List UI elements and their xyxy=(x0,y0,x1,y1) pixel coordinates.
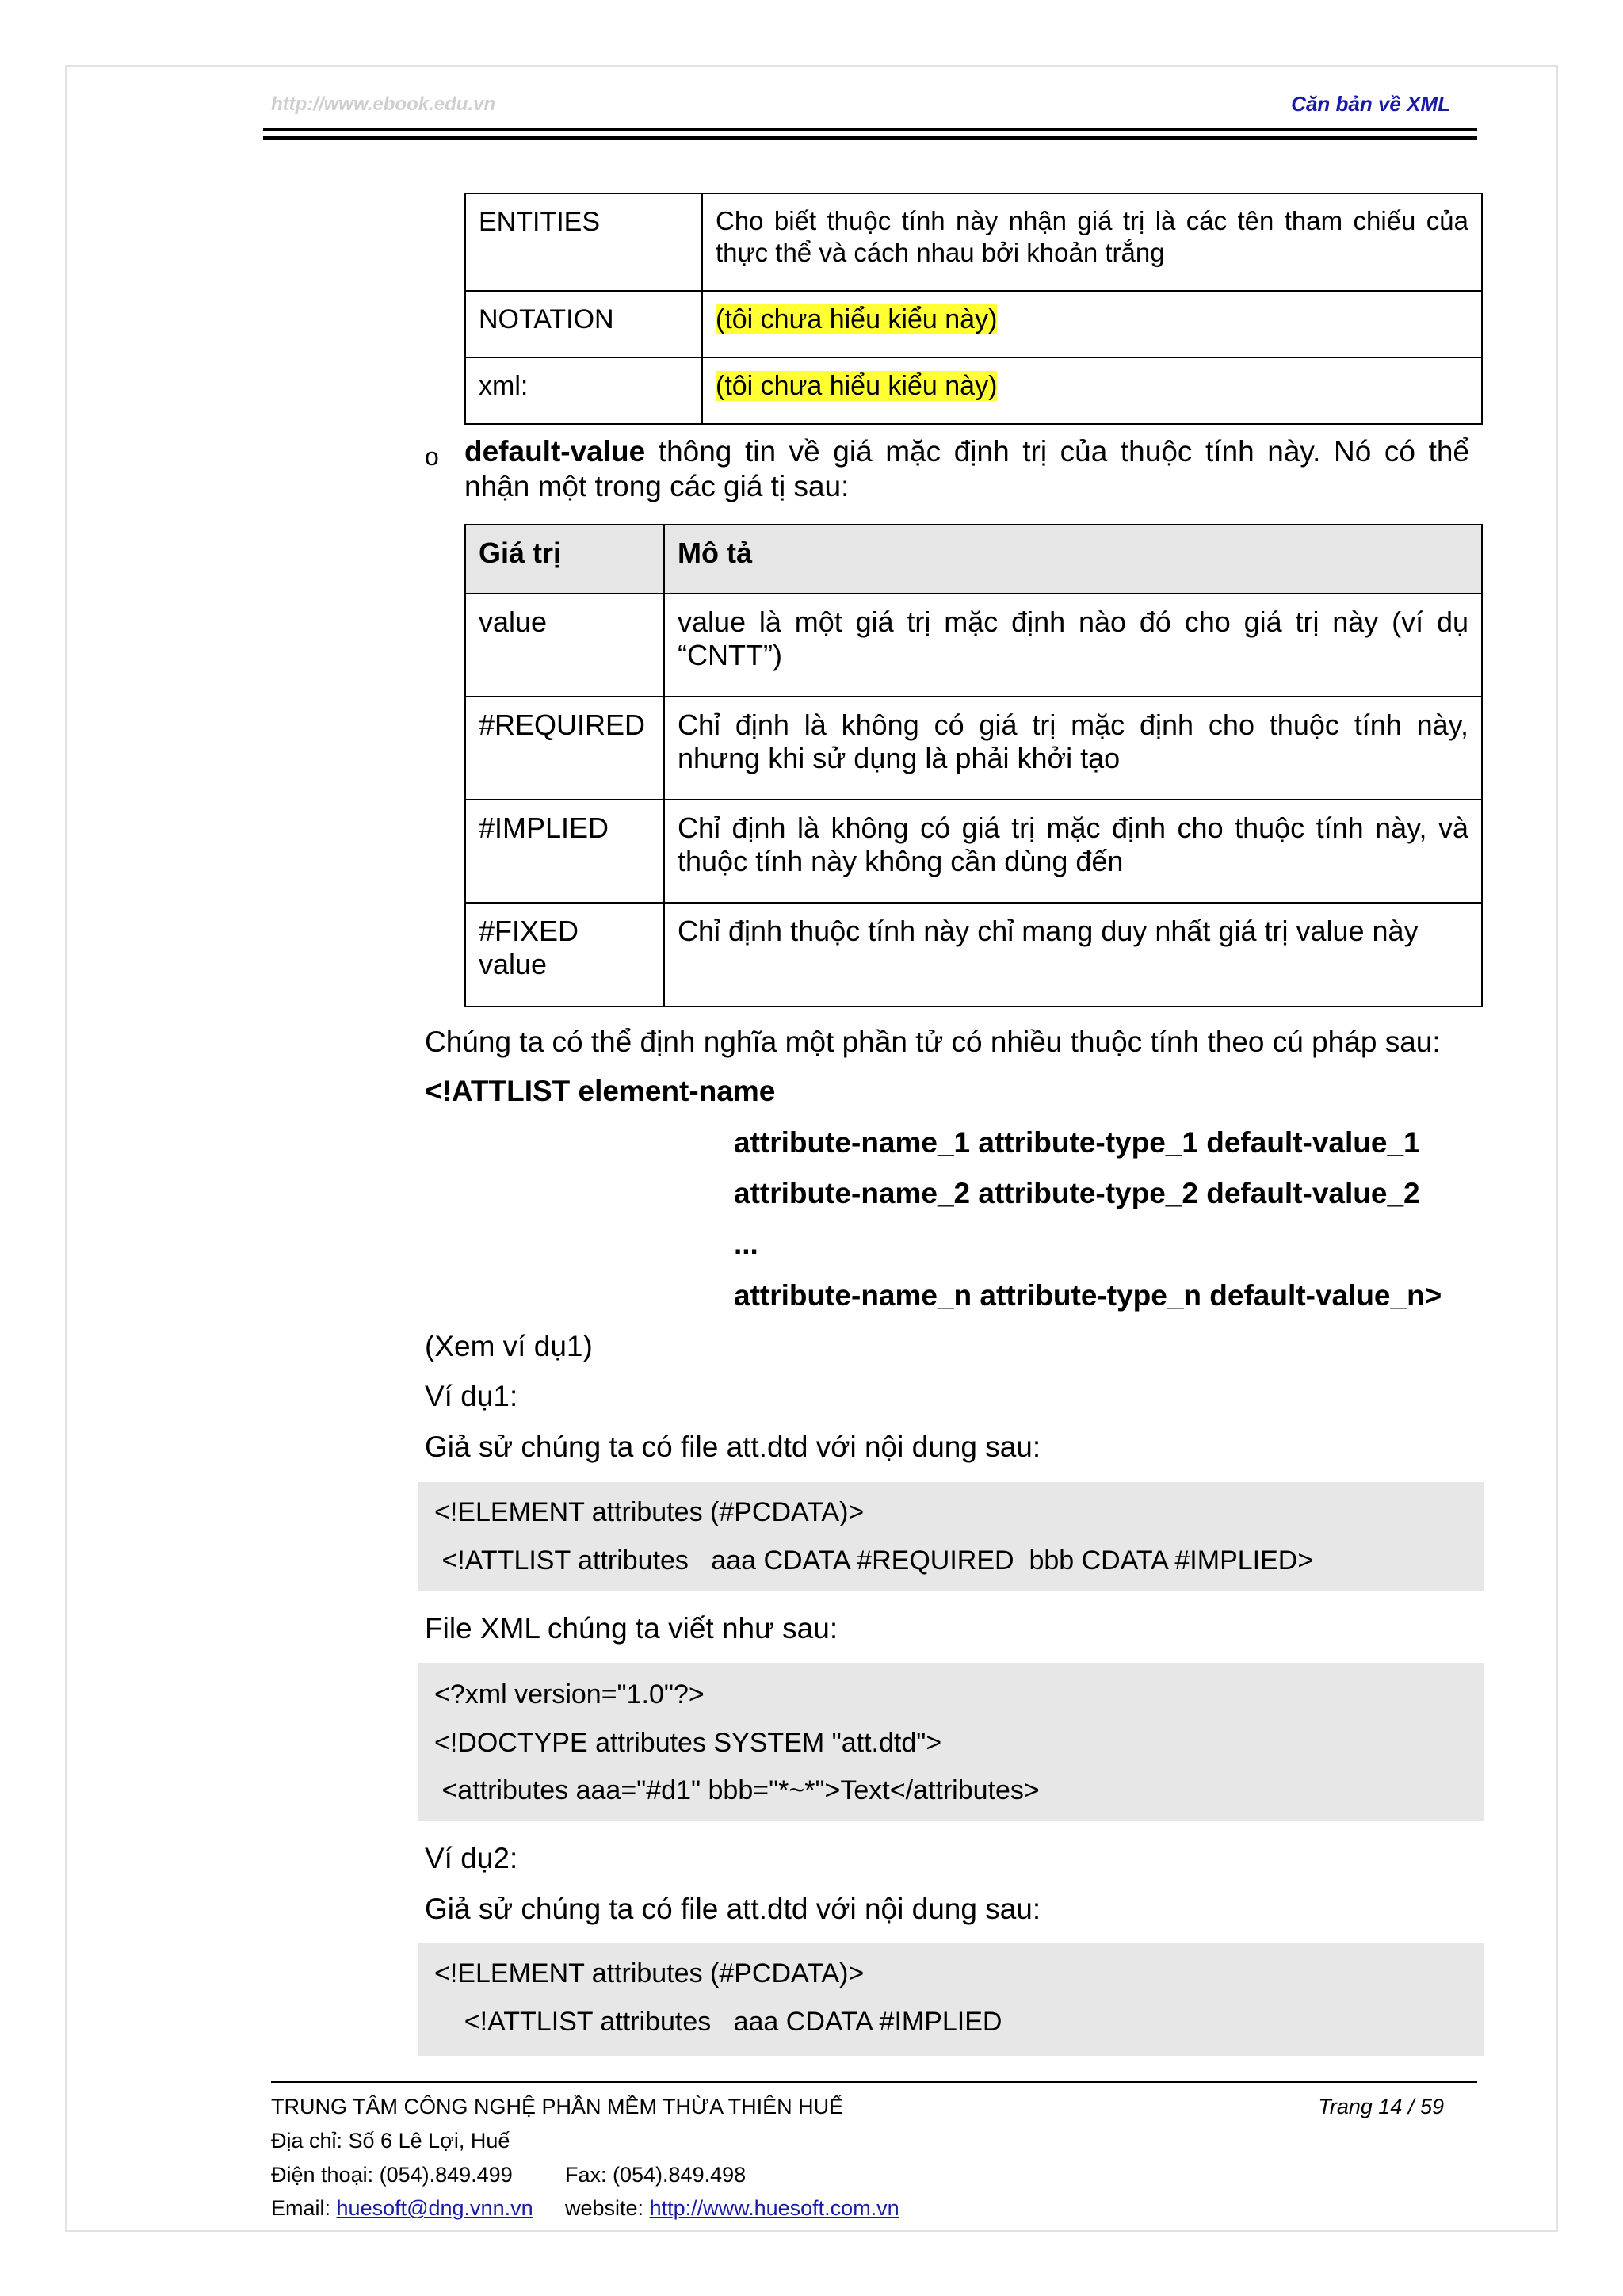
table-cell-desc: value là một giá trị mặc định nào đó cho giá trị này (ví dụ “CNTT”) xyxy=(664,594,1482,697)
example2-intro: Giả sử chúng ta có file att.dtd với nội dung sau: xyxy=(425,1893,1041,1925)
footer-org: TRUNG TÂM CÔNG NGHỆ PHẦN MỀM THỪA THIÊN HUẾ xyxy=(271,2095,844,2118)
syntax-line: <!ATTLIST element-name xyxy=(425,1075,776,1107)
table-cell-desc: Chỉ định thuộc tính này chỉ mang duy nhất giá trị value này xyxy=(664,903,1482,1007)
footer-rule xyxy=(271,2081,1477,2083)
footer-website xyxy=(565,2196,899,2221)
xml-intro: File XML chúng ta viết như sau: xyxy=(425,1612,838,1645)
code-line: <!ATTLIST attributes aaa CDATA #IMPLIED xyxy=(434,2007,1002,2037)
table-row xyxy=(465,357,1482,424)
header-rule xyxy=(263,128,1477,131)
code-line: <?xml version="1.0"?> xyxy=(434,1679,705,1710)
code-block-dtd-1 xyxy=(418,1482,1484,1591)
footer-page-number: Trang 14 / 59 xyxy=(1318,2095,1444,2118)
bullet-marker: o xyxy=(425,442,439,471)
footer-phone: Điện thoại: (054).849.499 xyxy=(271,2163,513,2187)
table-cell-key: #FIXED value xyxy=(465,903,664,1007)
table-cell-key: #IMPLIED xyxy=(465,800,664,903)
table-row xyxy=(465,291,1482,357)
header-site-url: http://www.ebook.edu.vn xyxy=(271,94,496,115)
column-header: Giá trị xyxy=(465,525,664,594)
table-cell-key: value xyxy=(465,594,664,697)
example1-intro: Giả sử chúng ta có file att.dtd với nội dung sau: xyxy=(425,1431,1041,1463)
table-cell-desc xyxy=(702,291,1482,357)
code-line: <attributes aaa="#d1" bbb="*~*">Text</attributes> xyxy=(434,1775,1040,1805)
footer-address: Địa chỉ: Số 6 Lê Lợi, Huế xyxy=(271,2129,510,2153)
column-header: Mô tả xyxy=(664,525,1482,594)
table-cell-key: xml: xyxy=(465,357,702,424)
website-link[interactable]: http://www.huesoft.com.vn xyxy=(649,2196,899,2220)
table-cell-key: #REQUIRED xyxy=(465,697,664,800)
attribute-type-table xyxy=(464,193,1483,425)
see-example-text: (Xem ví dụ1) xyxy=(425,1330,593,1362)
email-label: Email: xyxy=(271,2196,337,2220)
header-rule-thick xyxy=(263,136,1477,140)
code-block-xml xyxy=(418,1663,1484,1821)
footer-fax: Fax: (054).849.498 xyxy=(565,2163,747,2187)
bullet-term: default-value xyxy=(464,435,646,468)
highlighted-note: (tôi chưa hiểu kiểu này) xyxy=(716,371,998,401)
code-line: <!DOCTYPE attributes SYSTEM "att.dtd"> xyxy=(434,1728,942,1758)
table-cell-desc: Cho biết thuộc tính này nhận giá trị là các tên tham chiếu của thực thể và cách nhau bởi khoản trắng xyxy=(702,193,1482,291)
code-line: <!ATTLIST attributes aaa CDATA #REQUIRED bbb CDATA #IMPLIED> xyxy=(434,1545,1314,1576)
code-line: <!ELEMENT attributes (#PCDATA)> xyxy=(434,1958,865,1988)
syntax-line: attribute-name_1 attribute-type_1 default-value_1 xyxy=(734,1126,1420,1159)
bullet-text: thông tin về giá mặc định trị của thuộc tính này. Nó có thể nhận một trong các giá tị sau: xyxy=(464,435,1469,502)
table-row xyxy=(465,594,1482,697)
footer-email xyxy=(271,2196,533,2221)
table-cell-desc: Chỉ định là không có giá trị mặc định cho thuộc tính này, nhưng khi sử dụng là phải khởi tạo xyxy=(664,697,1482,800)
table-row xyxy=(465,193,1482,291)
email-link[interactable]: huesoft@dng.vnn.vn xyxy=(336,2196,533,2220)
bullet-paragraph xyxy=(464,434,1469,504)
code-block-dtd-2 xyxy=(418,1943,1484,2056)
table-row xyxy=(465,800,1482,903)
website-label: website: xyxy=(565,2196,650,2220)
default-value-table xyxy=(464,524,1483,1007)
table-cell-desc xyxy=(702,357,1482,424)
table-row xyxy=(465,697,1482,800)
table-cell-key: NOTATION xyxy=(465,291,702,357)
example2-label: Ví dụ2: xyxy=(425,1842,518,1874)
example1-label: Ví dụ1: xyxy=(425,1380,518,1412)
highlighted-note: (tôi chưa hiểu kiểu này) xyxy=(716,304,998,334)
syntax-line: attribute-name_n attribute-type_n default-value_n> xyxy=(734,1279,1442,1312)
table-header-row xyxy=(465,525,1482,594)
table-cell-key: ENTITIES xyxy=(465,193,702,291)
table-cell-desc: Chỉ định là không có giá trị mặc định cho thuộc tính này, và thuộc tính này không cần dùng đến xyxy=(664,800,1482,903)
table-row xyxy=(465,903,1482,1007)
syntax-line: attribute-name_2 attribute-type_2 default-value_2 xyxy=(734,1177,1420,1209)
syntax-line: ... xyxy=(734,1228,758,1260)
intro-text: Chúng ta có thể định nghĩa một phần tử có nhiều thuộc tính theo cú pháp sau: xyxy=(425,1026,1441,1058)
code-line: <!ELEMENT attributes (#PCDATA)> xyxy=(434,1497,865,1527)
header-doc-title: Căn bản về XML xyxy=(1291,92,1450,116)
